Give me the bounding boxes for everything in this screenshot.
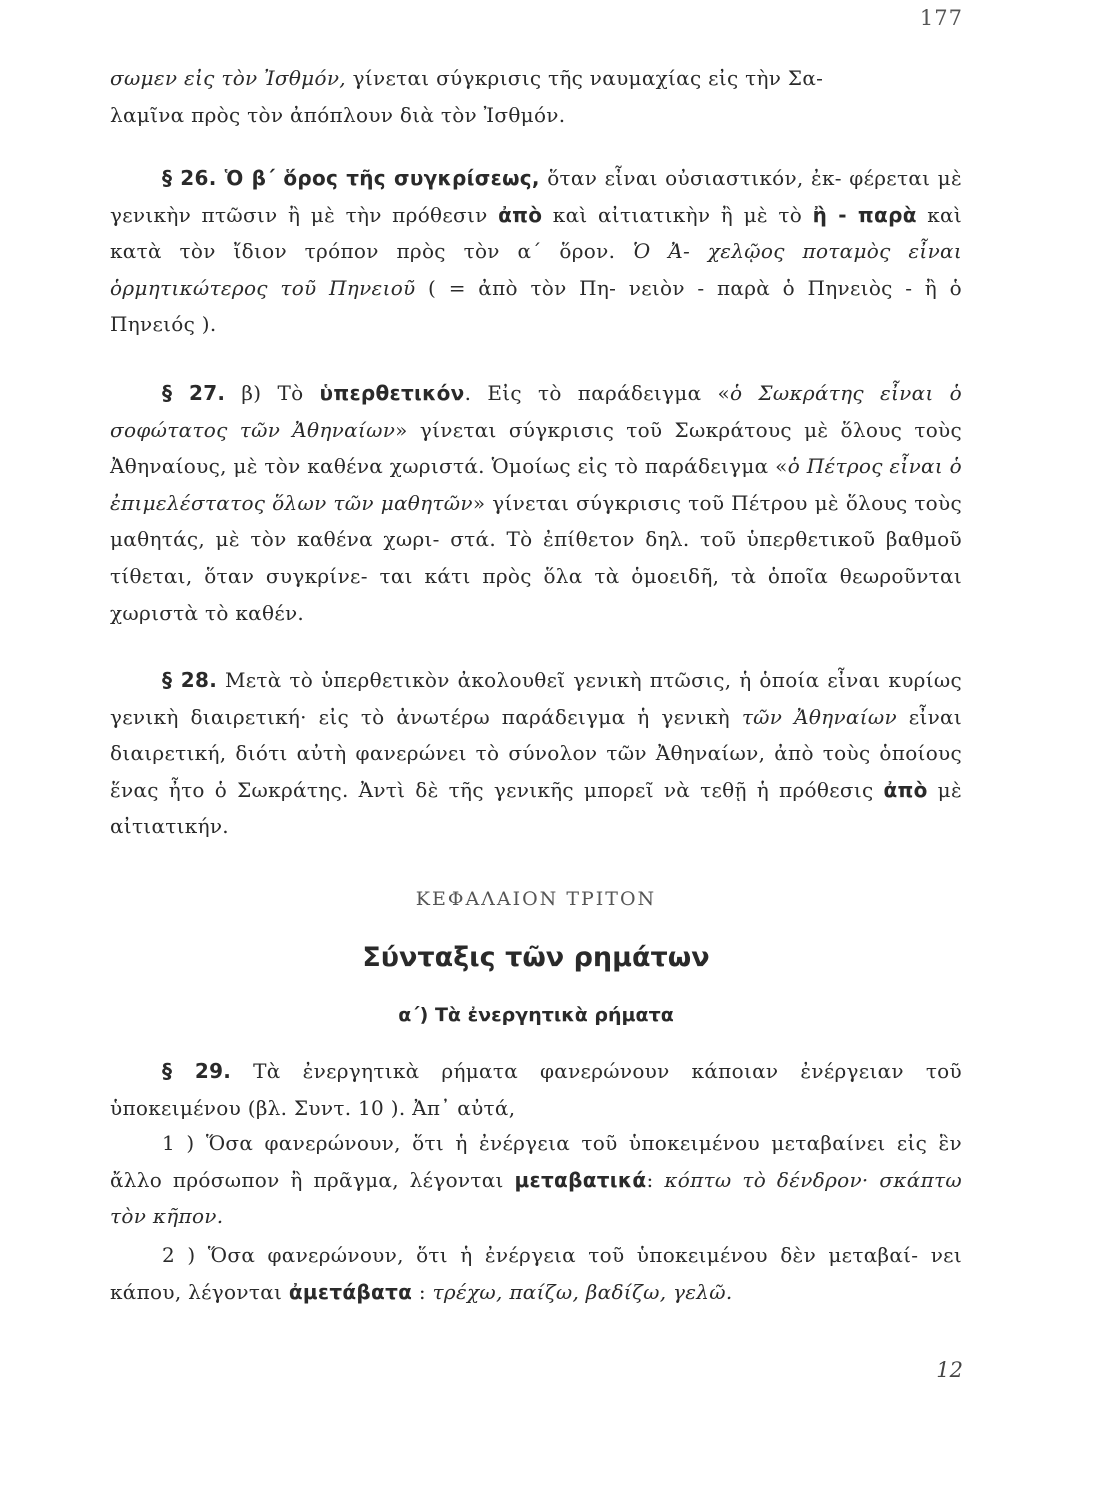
item-2-term: ἀμετάβατα (288, 1279, 413, 1304)
section-29-text: ὑποκειμένου (βλ. Συντ. 10 ). Ἀπ᾽ αὐτά, (110, 1095, 516, 1120)
section-27-number: § 27. (162, 381, 226, 405)
section-26-text: νειὸν - παρὰ ὁ Πηνειὸς - ἢ ὁ Πηνειός ). (110, 275, 962, 337)
section-27-text: παράδειγμα « (644, 454, 788, 479)
section-28-number: § 28. (162, 668, 218, 692)
section-28-text: εἶναι διαιρετική, διότι αὐτὴ φανερώνει τὸ σύνολον (110, 704, 962, 766)
section-28-text: τῶν Ἀθηναίων, ἀπὸ τοὺς ὁποίους ἕνας ἦτο ὁ Σωκράτης. Ἀντὶ δὲ τῆς (110, 741, 962, 802)
section-26-heading: Ὁ β΄ ὅρος τῆς συγκρίσεως, (216, 166, 540, 190)
section-28-text: μὲ αἰτιατικήν. (110, 777, 962, 839)
section-27-text: ται κάτι πρὸς ὅλα τὰ ὁμοειδῆ, τὰ ὁποῖα θεωροῦνται χωριστὰ τὸ καθέν. (110, 563, 962, 625)
section-26-bold-apo: ἀπὸ (498, 202, 543, 227)
section-29-text: Τὰ ἐνεργητικὰ ρήματα φανερώνουν κάποιαν ἐνέργειαν τοῦ (231, 1059, 962, 1083)
intro-text-1: γίνεται σύγκρισις τῆς ναυμαχίας εἰς τὴν Σα- (345, 66, 824, 90)
section-27-example: ὁ Πέτρος εἶναι ὁ ἐπιμελέστατος ὅλων τῶν μαθητῶν (110, 454, 962, 515)
section-26-bold-para: ἢ - παρὰ (812, 202, 917, 227)
item-2-example: τρέχω, παίζω, βαδίζω, γελῶ. (432, 1279, 733, 1304)
item-1-text: εἰς ἓν ἄλλο πρόσωπον ἢ πρᾶγμα, λέγονται (110, 1131, 963, 1192)
section-27-text: σύγκρισις τοῦ Πέτρου μὲ ὅλους τοὺς μαθητάς, μὲ τὸν καθένα χωρι- (110, 490, 962, 552)
section-27-heading: ὑπερθετικόν (319, 381, 465, 405)
section-28-text: Μετὰ τὸ ὑπερθετικὸν ἀκολουθεῖ γενικὴ πτῶσις, ἡ ὁποία (217, 668, 820, 692)
item-1-example: κόπτω τὸ (664, 1167, 767, 1192)
section-27-text: β) Τὸ (225, 381, 320, 405)
section-26-text: μὲ τὸ (743, 202, 813, 227)
section-26-example: χελῷος ποταμὸς εἶναι ὁρμητικώτερος τοῦ Πηνειοῦ (110, 239, 962, 300)
section-29-item-1 (110, 1125, 962, 1235)
item-2-text: 2 ) Ὅσα φανερώνουν, ὅτι ἡ ἐνέργεια τοῦ ὑποκειμένου δὲν μεταβαί- (162, 1243, 919, 1267)
section-26-text: ὅταν εἶναι οὐσιαστικόν, ἐκ- (539, 166, 842, 190)
section-26-text: ( = ἀπὸ τὸν Πη- (415, 275, 617, 300)
chapter-subtitle: α΄) Τὰ ἐνεργητικὰ ρήματα (398, 1004, 674, 1026)
section-27-text: στά. Τὸ ἐπίθετον δηλ. τοῦ ὑπερθετικοῦ βαθμοῦ τίθεται, ὅταν συγκρίνε- (110, 527, 962, 588)
section-29-number: § 29. (162, 1059, 232, 1083)
section-26-text: φέρεται μὲ γενικὴν πτῶσιν ἢ μὲ τὴν πρόθεσιν (110, 166, 962, 227)
section-26-number: § 26. (162, 166, 217, 190)
section-26-example: Ὁ Ἀ- (633, 239, 691, 264)
page-number-bottom: 12 (936, 1358, 963, 1382)
item-1-example: δένδρον· σκάπτω τὸν κῆπον. (110, 1167, 963, 1229)
section-28-bold-apo: ἀπὸ (883, 777, 928, 802)
item-1-term: μεταβατικά (514, 1167, 647, 1192)
section-27-example: ὁ Σωκράτης (730, 381, 864, 405)
section-27-text: μὲ ὅλους τοὺς Ἀθηναίους, μὲ τὸν καθένα χωριστά. Ὁμοίως εἰς τὸ (110, 417, 962, 479)
section-28 (110, 662, 962, 845)
section-28-text: γενικῆς μπορεῖ νὰ τεθῇ ἡ πρόθεσις (493, 777, 884, 802)
section-26-text: καὶ κατὰ τὸν ἴδιον τρόπον πρὸς τὸν α΄ ὅρον. (110, 202, 963, 264)
section-26 (110, 160, 962, 343)
section-27-example: εἶναι ὁ σοφώτατος τῶν Ἀθηναίων (110, 381, 963, 442)
section-26-text: καὶ αἰτιατικὴν ἢ (542, 202, 734, 227)
section-29 (110, 1053, 962, 1126)
section-29-item-2 (110, 1237, 962, 1310)
section-27-text: » γίνεται (472, 490, 570, 515)
page-number-top: 177 (919, 6, 963, 30)
section-27-text: » γίνεται σύγκρισις τοῦ Σωκράτους (395, 417, 792, 442)
chapter-title: Σύνταξις τῶν ρημάτων (362, 942, 710, 973)
section-27-text: . Εἰς τὸ παράδειγμα « (464, 381, 730, 405)
section-28-example: τῶν Ἀθηναίων (741, 704, 897, 729)
intro-italic: σωμεν εἰς τὸν Ἰσθμόν, (110, 66, 346, 90)
chapter-label: ΚΕΦΑΛΑΙΟΝ ΤΡΙΤΟΝ (415, 888, 657, 910)
item-1-text: : (646, 1167, 665, 1192)
item-2-text: νει κάπου, λέγονται (110, 1243, 962, 1304)
item-2-text: : (412, 1279, 433, 1304)
item-1-text: 1 ) Ὅσα φανερώνουν, ὅτι ἡ ἐνέργεια τοῦ ὑποκειμένου μεταβαίνει (162, 1131, 886, 1155)
intro-paragraph (110, 60, 962, 133)
section-27 (110, 375, 962, 631)
intro-text-2: λαμῖνα πρὸς τὸν ἀπόπλουν διὰ τὸν Ἰσθμόν. (110, 102, 566, 127)
section-28-text: εἶναι κυρίως γενικὴ διαιρετική· εἰς τὸ ἀνωτέρω παράδειγμα ἡ γενικὴ (110, 668, 962, 729)
